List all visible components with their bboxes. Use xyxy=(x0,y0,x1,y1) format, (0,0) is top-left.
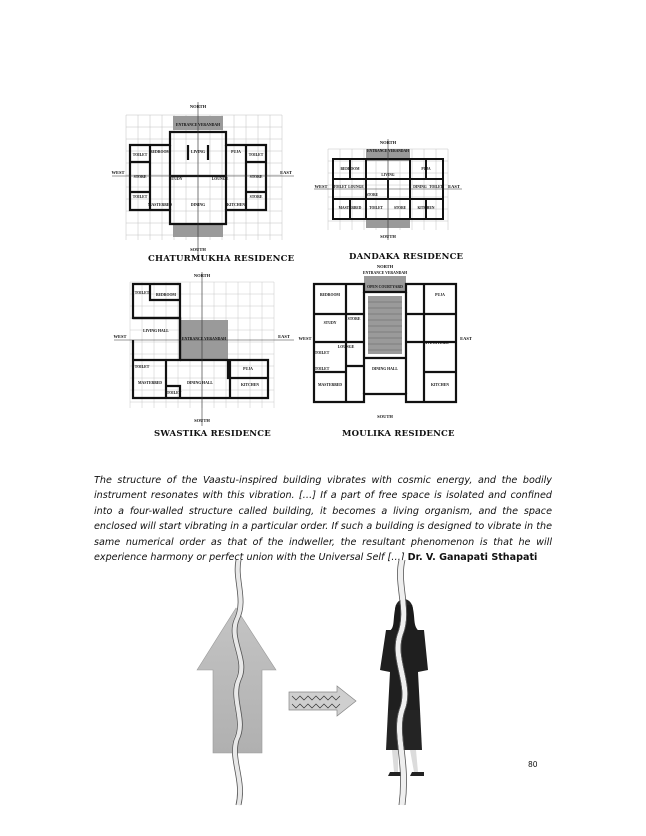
plan-moulika-drawing xyxy=(296,262,476,428)
room-label: MASTERBED xyxy=(137,381,163,385)
east-label: EAST xyxy=(278,334,290,339)
plan-chaturmukha xyxy=(108,100,298,260)
plan-swastika xyxy=(108,268,298,430)
room-label: OPEN COURTYARD xyxy=(367,285,403,289)
room-label: DINING HALL xyxy=(187,381,213,385)
room-label: BEDROOM xyxy=(155,293,177,297)
quote-text: The structure of the Vaastu-inspired building vibrates with cosmic energy, and the bodily instrument resonates with this vibration. […] If a part of free space is isolated and confined into a four-walled structure called building, it becomes a living organism, and the space enclosed will start vibrating in a particular order. If such a building is designed to vibrate in the same numerical order as that of the indweller, the resultant phenomenon is that he will experience harmony or perfect union with the Universal Self […] xyxy=(94,475,552,564)
room-label: STORE xyxy=(365,193,379,197)
west-label: WEST xyxy=(314,184,328,189)
room-label: KITCHEN xyxy=(241,383,259,387)
room-label: LOUNGE xyxy=(348,185,364,189)
room-label: TOILET xyxy=(314,351,330,355)
room-label: ENTRANCE VERANDAH xyxy=(367,149,409,153)
vibration-illustration xyxy=(0,560,646,814)
room-label: STORE xyxy=(249,195,263,199)
room-label: KITCHEN xyxy=(227,203,245,207)
plan-swastika-drawing xyxy=(108,268,298,430)
room-label: LIVING xyxy=(381,173,395,177)
room-label: TOILET xyxy=(369,206,383,210)
room-label: PUJA xyxy=(435,293,445,297)
north-label: NORTH xyxy=(189,104,207,109)
room-label: LIVING HALL xyxy=(423,341,449,345)
south-label: SOUTH xyxy=(194,418,210,423)
plan-title: CHATURMUKHA RESIDENCE xyxy=(148,254,295,264)
room-label: STUDY xyxy=(169,177,183,181)
plan-title: DANDAKA RESIDENCE xyxy=(349,252,464,262)
room-label: TOILET xyxy=(134,365,150,369)
room-label: STUDY xyxy=(323,321,337,325)
room-label: STORE xyxy=(133,175,147,179)
room-label: TOILET xyxy=(134,291,150,295)
room-label: PUJA xyxy=(243,367,253,371)
room-label: BEDROOM xyxy=(319,293,341,297)
west-label: WEST xyxy=(111,170,125,175)
room-label: STORE xyxy=(347,317,361,321)
room-label: LOUNGE xyxy=(211,177,229,181)
room-label: ENTRANCE VERANDAH xyxy=(175,123,221,127)
plan-title: MOULIKA RESIDENCE xyxy=(342,429,455,439)
south-label: SOUTH xyxy=(380,234,396,239)
room-label: KITCHEN xyxy=(417,206,435,210)
south-label: SOUTH xyxy=(377,414,393,419)
room-label: PUJA xyxy=(231,150,241,154)
west-label: WEST xyxy=(298,336,312,341)
house-person-illustration xyxy=(0,560,646,810)
page-number: 80 xyxy=(528,760,538,769)
room-label: TOILET xyxy=(333,185,347,189)
west-label: WEST xyxy=(113,334,127,339)
room-label: ENTRANCE VERANDAH xyxy=(181,337,227,341)
north-label: NORTH xyxy=(193,273,211,278)
south-label: SOUTH xyxy=(190,247,206,252)
plan-title: SWASTIKA RESIDENCE xyxy=(154,429,271,439)
plan-moulika xyxy=(296,262,476,428)
quote-block xyxy=(94,473,552,565)
room-label: ENTRANCE VERANDAH xyxy=(362,271,408,275)
north-label: NORTH xyxy=(376,264,394,269)
east-label: EAST xyxy=(448,184,460,189)
room-label: KITCHEN xyxy=(431,383,449,387)
room-label: BEDROOM xyxy=(340,167,360,171)
room-label: MASTERBED xyxy=(317,383,343,387)
room-label: LIVING HALL xyxy=(143,329,169,333)
room-label: TOILET xyxy=(132,195,148,199)
room-label: TOILET xyxy=(132,153,148,157)
room-label: DINING xyxy=(413,185,427,189)
plan-chaturmukha-drawing xyxy=(108,100,298,260)
room-label: LOUNGE xyxy=(337,345,355,349)
plan-dandaka xyxy=(308,135,468,245)
room-label: DINING HALL xyxy=(372,367,398,371)
room-label: BEDROOM xyxy=(149,150,171,154)
room-label: STORE xyxy=(249,175,263,179)
room-label: TOILET xyxy=(166,391,182,395)
room-label: PUJA xyxy=(421,167,431,171)
north-label: NORTH xyxy=(379,140,397,145)
quote-author: Dr. V. Ganapati Sthapati xyxy=(407,552,538,564)
room-label: TOILET xyxy=(314,367,330,371)
room-label: TOILET xyxy=(248,153,264,157)
east-label: EAST xyxy=(280,170,292,175)
room-label: LIVING xyxy=(191,150,205,154)
room-label: TOILET xyxy=(429,185,443,189)
plan-dandaka-drawing xyxy=(308,135,468,245)
room-label: MASTERBED xyxy=(338,206,362,210)
room-label: STORE xyxy=(393,206,407,210)
room-label: DINING xyxy=(190,203,206,207)
arrow-right-icon xyxy=(289,686,356,716)
east-label: EAST xyxy=(460,336,472,341)
room-label: MASTERBED xyxy=(147,203,173,207)
